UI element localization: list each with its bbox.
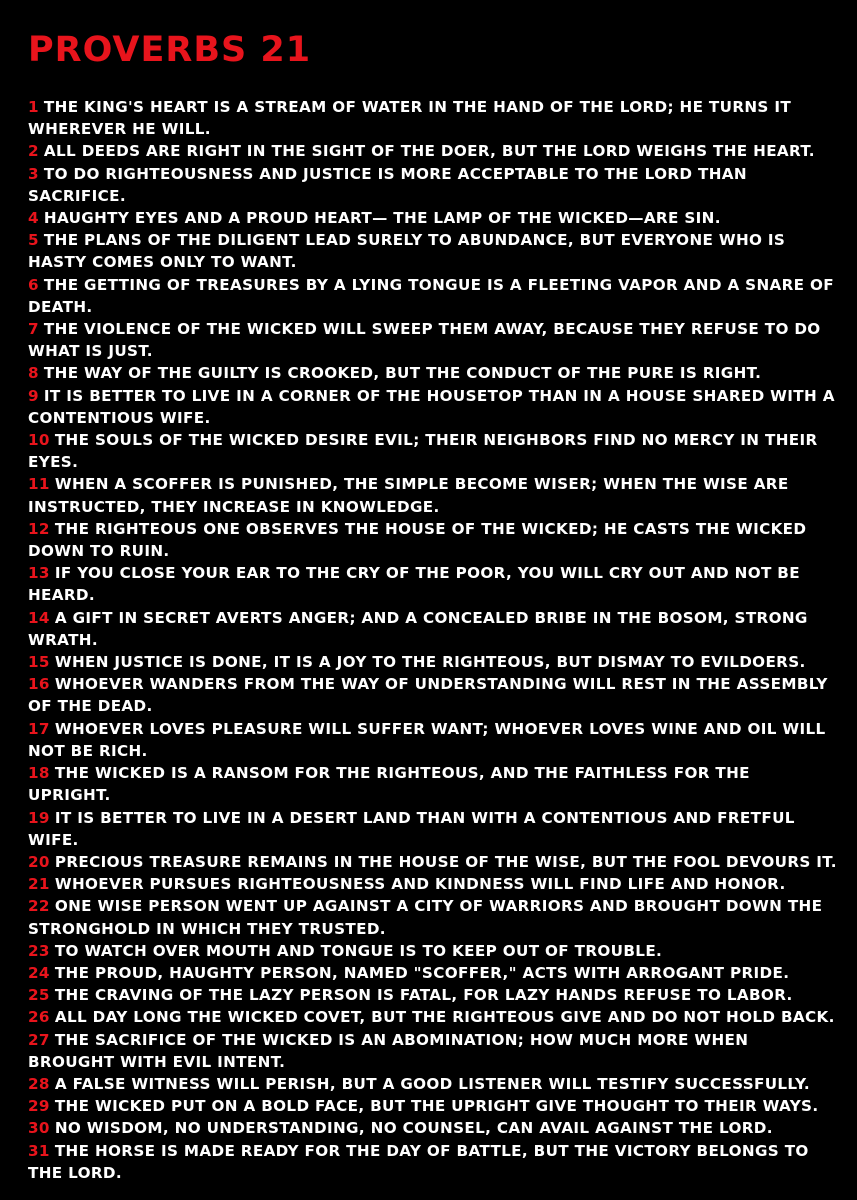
verse-5 xyxy=(28,229,837,273)
verse-text: ALL DEEDS ARE RIGHT IN THE SIGHT OF THE DOER, BUT THE LORD WEIGHS THE HEART. xyxy=(43,142,815,161)
verse-number: 23 xyxy=(28,941,50,960)
verse-22 xyxy=(28,895,837,939)
verse-text: ALL DAY LONG THE WICKED COVET, BUT THE RIGHTEOUS GIVE AND DO NOT HOLD BACK. xyxy=(54,1008,835,1027)
verse-number: 3 xyxy=(28,164,39,183)
verse-24 xyxy=(28,962,837,984)
verse-4 xyxy=(28,207,837,229)
verse-17 xyxy=(28,718,837,762)
page-title: PROVERBS 21 xyxy=(28,30,312,70)
verse-2 xyxy=(28,140,837,162)
verse-9 xyxy=(28,385,837,429)
verse-text: THE SOULS OF THE WICKED DESIRE EVIL; THEIR NEIGHBORS FIND NO MERCY IN THEIR EYES. xyxy=(28,431,818,472)
verse-list xyxy=(28,96,837,1184)
verse-text: TO WATCH OVER MOUTH AND TONGUE IS TO KEEP OUT OF TROUBLE. xyxy=(54,941,663,960)
verse-number: 16 xyxy=(28,675,50,694)
verse-number: 31 xyxy=(28,1141,50,1160)
verse-23 xyxy=(28,940,837,962)
verse-number: 13 xyxy=(28,564,50,583)
verse-13 xyxy=(28,562,837,606)
verse-number: 15 xyxy=(28,653,50,672)
verse-31 xyxy=(28,1140,837,1184)
verse-number: 19 xyxy=(28,808,50,827)
verse-text: WHEN A SCOFFER IS PUNISHED, THE SIMPLE BECOME WISER; WHEN THE WISE ARE INSTRUCTED, THEY INCREASE IN KNOWLEDGE. xyxy=(28,475,789,516)
verse-15 xyxy=(28,651,837,673)
verse-29 xyxy=(28,1095,837,1117)
verse-text: THE PROUD, HAUGHTY PERSON, NAMED "SCOFFER," ACTS WITH ARROGANT PRIDE. xyxy=(54,963,790,982)
verse-number: 1 xyxy=(28,98,39,116)
verse-number: 18 xyxy=(28,764,50,783)
verse-text: WHOEVER WANDERS FROM THE WAY OF UNDERSTANDING WILL REST IN THE ASSEMBLY OF THE DEAD. xyxy=(28,675,828,716)
verse-text: THE WICKED PUT ON A BOLD FACE, BUT THE UPRIGHT GIVE THOUGHT TO THEIR WAYS. xyxy=(54,1097,819,1116)
verse-14 xyxy=(28,607,837,651)
verse-number: 9 xyxy=(28,386,39,405)
verse-text: THE RIGHTEOUS ONE OBSERVES THE HOUSE OF THE WICKED; HE CASTS THE WICKED DOWN TO RUIN. xyxy=(28,519,807,561)
verse-number: 7 xyxy=(28,320,39,339)
verse-number: 17 xyxy=(28,719,50,738)
verse-text: NO WISDOM, NO UNDERSTANDING, NO COUNSEL, CAN AVAIL AGAINST THE LORD. xyxy=(54,1119,773,1138)
verse-text: THE CRAVING OF THE LAZY PERSON IS FATAL, FOR LAZY HANDS REFUSE TO LABOR. xyxy=(54,986,793,1005)
verse-text: THE GETTING OF TREASURES BY A LYING TONGUE IS A FLEETING VAPOR AND A SNARE OF DEATH. xyxy=(28,275,835,316)
verse-6 xyxy=(28,274,837,318)
verse-number: 28 xyxy=(28,1074,50,1093)
verse-text: HAUGHTY EYES AND A PROUD HEART— THE LAMP OF THE WICKED—ARE SIN. xyxy=(43,209,721,228)
verse-number: 10 xyxy=(28,431,50,450)
verse-7 xyxy=(28,318,837,362)
verse-25 xyxy=(28,984,837,1006)
verse-26 xyxy=(28,1006,837,1028)
verse-number: 8 xyxy=(28,364,39,383)
verse-text: THE VIOLENCE OF THE WICKED WILL SWEEP THEM AWAY, BECAUSE THEY REFUSE TO DO WHAT IS JUST. xyxy=(28,320,821,361)
verse-number: 14 xyxy=(28,608,50,627)
verse-11 xyxy=(28,473,837,517)
verse-number: 24 xyxy=(28,963,50,982)
verse-number: 22 xyxy=(28,897,50,916)
verse-number: 5 xyxy=(28,231,39,250)
verse-number: 27 xyxy=(28,1030,50,1049)
verse-text: THE WICKED IS A RANSOM FOR THE RIGHTEOUS, AND THE FAITHLESS FOR THE UPRIGHT. xyxy=(28,764,750,805)
verse-number: 21 xyxy=(28,875,50,894)
verse-text: A GIFT IN SECRET AVERTS ANGER; AND A CONCEALED BRIBE IN THE BOSOM, STRONG WRATH. xyxy=(28,608,808,649)
verse-text: THE HORSE IS MADE READY FOR THE DAY OF BATTLE, BUT THE VICTORY BELONGS TO THE LORD. xyxy=(28,1141,809,1182)
verse-text: ONE WISE PERSON WENT UP AGAINST A CITY OF WARRIORS AND BROUGHT DOWN THE STRONGHOLD IN WHICH THEY TRUSTED. xyxy=(28,897,823,938)
verse-27 xyxy=(28,1029,837,1073)
verse-text: THE KING'S HEART IS A STREAM OF WATER IN THE HAND OF THE LORD; HE TURNS IT WHEREVER HE WILL. xyxy=(28,98,792,139)
verse-10 xyxy=(28,429,837,473)
verse-18 xyxy=(28,762,837,806)
verse-3 xyxy=(28,163,837,207)
verse-21 xyxy=(28,873,837,895)
verse-20 xyxy=(28,851,837,873)
verse-text: WHOEVER PURSUES RIGHTEOUSNESS AND KINDNESS WILL FIND LIFE AND HONOR. xyxy=(54,875,786,894)
verse-text: WHEN JUSTICE IS DONE, IT IS A JOY TO THE RIGHTEOUS, BUT DISMAY TO EVILDOERS. xyxy=(54,653,806,672)
verse-number: 6 xyxy=(28,275,39,294)
verse-number: 4 xyxy=(28,209,39,228)
verse-text: WHOEVER LOVES PLEASURE WILL SUFFER WANT; WHOEVER LOVES WINE AND OIL WILL NOT BE RICH. xyxy=(28,719,826,760)
verse-number: 2 xyxy=(28,142,39,161)
verse-text: THE SACRIFICE OF THE WICKED IS AN ABOMINATION; HOW MUCH MORE WHEN BROUGHT WITH EVIL INTENT. xyxy=(28,1030,749,1071)
verse-28 xyxy=(28,1073,837,1095)
verse-number: 29 xyxy=(28,1097,50,1116)
verse-19 xyxy=(28,807,837,851)
verse-number: 26 xyxy=(28,1008,50,1027)
verse-number: 11 xyxy=(28,475,50,494)
verse-number: 12 xyxy=(28,519,50,538)
verse-text: A FALSE WITNESS WILL PERISH, BUT A GOOD LISTENER WILL TESTIFY SUCCESSFULLY. xyxy=(54,1074,811,1093)
verse-16 xyxy=(28,673,837,717)
verse-text: THE WAY OF THE GUILTY IS CROOKED, BUT THE CONDUCT OF THE PURE IS RIGHT. xyxy=(43,364,762,383)
verse-12 xyxy=(28,518,837,562)
verse-text: IT IS BETTER TO LIVE IN A CORNER OF THE HOUSETOP THAN IN A HOUSE SHARED WITH A CONTENTIOUS WIFE. xyxy=(28,386,835,427)
verse-number: 25 xyxy=(28,986,50,1005)
verse-number: 30 xyxy=(28,1119,50,1138)
verse-text: THE PLANS OF THE DILIGENT LEAD SURELY TO ABUNDANCE, BUT EVERYONE WHO IS HASTY COMES ONLY TO WANT. xyxy=(28,231,786,272)
verse-number: 20 xyxy=(28,852,50,871)
verse-1 xyxy=(28,96,837,140)
verse-30 xyxy=(28,1117,837,1139)
verse-text: TO DO RIGHTEOUSNESS AND JUSTICE IS MORE ACCEPTABLE TO THE LORD THAN SACRIFICE. xyxy=(28,164,747,205)
verse-text: PRECIOUS TREASURE REMAINS IN THE HOUSE OF THE WISE, BUT THE FOOL DEVOURS IT. xyxy=(54,852,837,871)
verse-text: IT IS BETTER TO LIVE IN A DESERT LAND THAN WITH A CONTENTIOUS AND FRETFUL WIFE. xyxy=(28,808,795,849)
verse-text: IF YOU CLOSE YOUR EAR TO THE CRY OF THE POOR, YOU WILL CRY OUT AND NOT BE HEARD. xyxy=(28,564,800,605)
verse-8 xyxy=(28,362,837,384)
